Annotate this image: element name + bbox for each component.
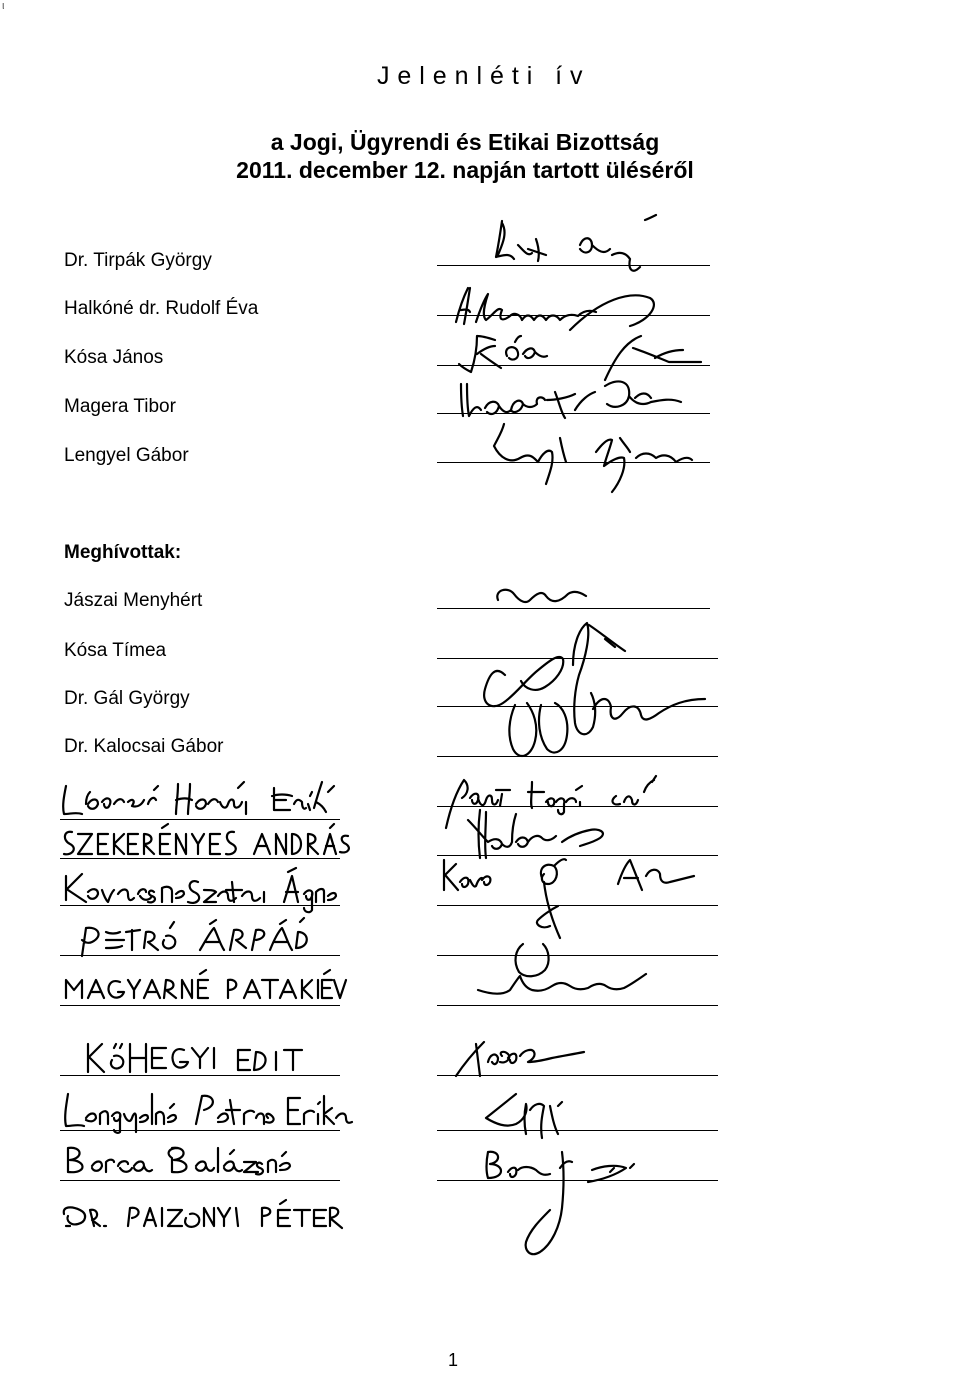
invited-name-kalocsai-gabor: Dr. Kalocsai Gábor (64, 736, 224, 757)
handwritten-name-lipovszkine-horvath-eniko (58, 774, 348, 824)
signature-gal-gyorgy (455, 615, 725, 765)
handwritten-name-paizonyi-peter (58, 1196, 348, 1236)
member-name-tirpak-gyorgy: Dr. Tirpák György (64, 250, 212, 271)
signature-line-guest-4[interactable] (437, 955, 718, 956)
guest-signature-kohegyi-edit (450, 1032, 710, 1082)
signature-lengyel-gabor (480, 418, 710, 503)
session-date: 2011. december 12. napján tartott üléséről (236, 157, 694, 183)
guest-signature-lengyelne-petras-erika (470, 1090, 590, 1150)
handwritten-name-szekerenyes-andras (58, 824, 348, 864)
scan-corner-mark: ι (2, 0, 5, 12)
invited-heading: Meghívottak: (64, 542, 182, 563)
member-name-halkone-rudolf-eva: Halkóné dr. Rudolf Éva (64, 298, 259, 319)
handwritten-name-magyarne-pataki-eva (58, 968, 348, 1012)
invited-name-kosa-timea: Kósa Tímea (64, 640, 167, 661)
guest-signature-kovacsne-szatai-agnes (438, 850, 708, 945)
guest-signature-barca-balazsne (480, 1148, 640, 1278)
handwritten-name-lengyelne-petras-erika (58, 1084, 348, 1134)
member-name-kosa-janos: Kósa János (64, 347, 164, 368)
handwritten-name-kohegyi-edit (80, 1036, 330, 1080)
signature-jaszai (490, 582, 600, 612)
invited-name-jaszai-menyhert: Jászai Menyhért (64, 590, 203, 611)
page-number: 1 (448, 1350, 459, 1370)
member-name-lengyel-gabor: Lengyel Gábor (64, 445, 189, 466)
invited-name-gal-gyorgy: Dr. Gál György (64, 688, 190, 709)
guest-signature-magyarne-pataki-eva (470, 968, 670, 1008)
handwritten-name-petro-arpad (70, 918, 320, 963)
handwritten-name-kovacsne-szatai-agnes (58, 868, 348, 914)
document-title: J e l e n l é t i í v (376, 62, 584, 90)
member-name-magera-tibor: Magera Tibor (64, 396, 176, 417)
signature-tirpak-gyorgy (480, 215, 660, 275)
handwritten-name-barca-balazsne (58, 1140, 348, 1184)
committee-name: a Jogi, Ügyrendi és Etikai Bizottság (270, 129, 660, 155)
